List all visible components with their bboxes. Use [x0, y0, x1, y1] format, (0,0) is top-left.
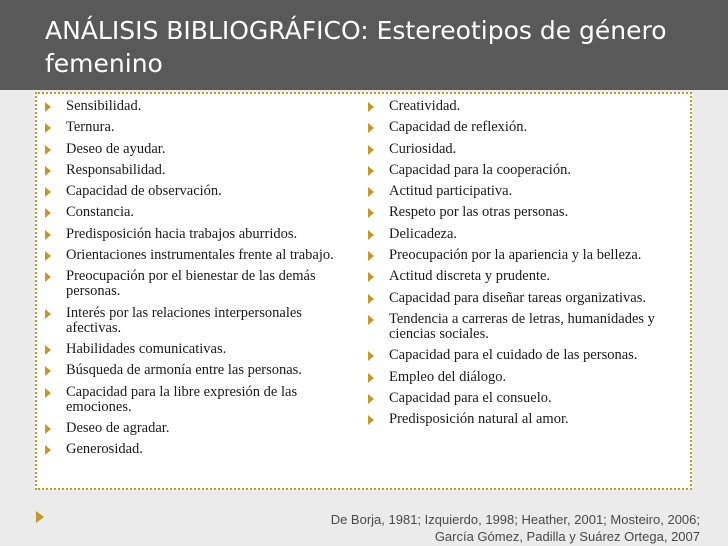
list-item — [365, 205, 687, 220]
bullet-triangle-icon — [45, 345, 51, 355]
list-item — [365, 348, 687, 363]
list-item-text: Tendencia a carreras de letras, humanidades y ciencias sociales. — [389, 310, 655, 342]
title-bar — [0, 0, 728, 90]
list-item-text: Deseo de ayudar. — [66, 140, 166, 157]
bullet-triangle-icon — [45, 388, 51, 398]
bullet-triangle-icon — [368, 315, 374, 325]
list-item — [365, 269, 687, 284]
list-item-text: Actitud participativa. — [389, 183, 513, 200]
list-item-text: Curiosidad. — [389, 140, 457, 157]
list-item — [42, 269, 354, 299]
bullet-triangle-icon — [368, 123, 374, 133]
bullet-triangle-icon — [368, 102, 374, 112]
list-item-text: Generosidad. — [66, 441, 143, 458]
bullet-triangle-icon — [368, 187, 374, 197]
list-item — [365, 120, 687, 135]
list-item-text: Responsabilidad. — [66, 161, 166, 178]
bullet-triangle-icon — [368, 145, 374, 155]
citation-line-1: De Borja, 1981; Izquierdo, 1998; Heather, 2001; Mosteiro, 2006; — [330, 512, 700, 527]
bullet-triangle-icon — [45, 208, 51, 218]
right-column-list — [365, 99, 687, 433]
list-item-text: Preocupación por el bienestar de las demás personas. — [66, 268, 316, 300]
bullet-triangle-icon — [45, 366, 51, 376]
list-item-text: Empleo del diálogo. — [389, 368, 507, 385]
list-item — [365, 142, 687, 157]
list-item — [365, 291, 687, 306]
bullet-triangle-icon — [368, 230, 374, 240]
citation — [220, 511, 700, 545]
list-item-text: Capacidad de observación. — [66, 183, 222, 200]
footer-triangle-icon — [36, 511, 44, 523]
list-item-text: Capacidad para la libre expresión de las emociones. — [66, 383, 298, 415]
bullet-triangle-icon — [45, 272, 51, 282]
citation-line-2: García Gómez, Padilla y Suárez Ortega, 2007 — [434, 529, 700, 544]
list-item — [42, 306, 354, 336]
bullet-triangle-icon — [45, 309, 51, 319]
bullet-triangle-icon — [45, 251, 51, 261]
list-item-text: Constancia. — [66, 204, 135, 221]
list-item-text: Búsqueda de armonía entre las personas. — [66, 362, 302, 379]
list-item — [365, 99, 687, 114]
list-item — [42, 363, 354, 378]
list-item — [365, 312, 687, 342]
list-item-text: Delicadeza. — [389, 225, 458, 242]
bullet-triangle-icon — [45, 424, 51, 434]
list-item — [365, 184, 687, 199]
list-item-text: Deseo de agradar. — [66, 419, 170, 436]
list-item — [42, 99, 354, 114]
bullet-triangle-icon — [45, 445, 51, 455]
bullet-triangle-icon — [45, 123, 51, 133]
bullet-triangle-icon — [368, 208, 374, 218]
list-item — [365, 227, 687, 242]
list-item-text: Capacidad para diseñar tareas organizativas. — [389, 289, 646, 306]
list-item — [365, 370, 687, 385]
list-item — [365, 163, 687, 178]
bullet-triangle-icon — [368, 251, 374, 261]
list-item — [42, 227, 354, 242]
list-item-text: Respeto por las otras personas. — [389, 204, 569, 221]
list-item — [365, 391, 687, 406]
list-item — [365, 248, 687, 263]
list-item-text: Capacidad para la cooperación. — [389, 161, 571, 178]
bullet-triangle-icon — [45, 230, 51, 240]
bullet-triangle-icon — [45, 102, 51, 112]
list-item-text: Ternura. — [66, 119, 115, 136]
bullet-triangle-icon — [368, 394, 374, 404]
list-item — [42, 120, 354, 135]
left-column-list — [42, 99, 354, 463]
list-item — [42, 421, 354, 436]
list-item-text: Preocupación por la apariencia y la belleza. — [389, 247, 642, 264]
list-item-text: Predisposición natural al amor. — [389, 411, 569, 428]
list-item — [42, 184, 354, 199]
bullet-triangle-icon — [45, 145, 51, 155]
list-item-text: Predisposición hacia trabajos aburridos. — [66, 225, 298, 242]
bullet-triangle-icon — [368, 294, 374, 304]
list-item — [42, 248, 354, 263]
content-panel — [35, 92, 692, 490]
list-item-text: Capacidad de reflexión. — [389, 119, 528, 136]
list-item — [42, 342, 354, 357]
list-item — [42, 385, 354, 415]
list-item — [365, 412, 687, 427]
bullet-triangle-icon — [368, 351, 374, 361]
list-item-text: Capacidad para el consuelo. — [389, 389, 552, 406]
bullet-triangle-icon — [45, 166, 51, 176]
list-item — [42, 205, 354, 220]
list-item-text: Orientaciones instrumentales frente al trabajo. — [66, 247, 334, 264]
bullet-triangle-icon — [368, 272, 374, 282]
list-item — [42, 442, 354, 457]
bullet-triangle-icon — [368, 166, 374, 176]
list-item-text: Actitud discreta y prudente. — [389, 268, 551, 285]
bullet-triangle-icon — [368, 373, 374, 383]
bullet-triangle-icon — [45, 187, 51, 197]
list-item-text: Capacidad para el cuidado de las personas. — [389, 347, 638, 364]
slide-title: ANÁLISIS BIBLIOGRÁFICO: Estereotipos de género femenino — [45, 16, 667, 78]
list-item — [42, 142, 354, 157]
list-item-text: Sensibilidad. — [66, 98, 142, 114]
list-item-text: Interés por las relaciones interpersonales afectivas. — [66, 304, 302, 336]
bullet-triangle-icon — [368, 415, 374, 425]
list-item-text: Creatividad. — [389, 98, 461, 114]
list-item-text: Habilidades comunicativas. — [66, 340, 227, 357]
list-item — [42, 163, 354, 178]
